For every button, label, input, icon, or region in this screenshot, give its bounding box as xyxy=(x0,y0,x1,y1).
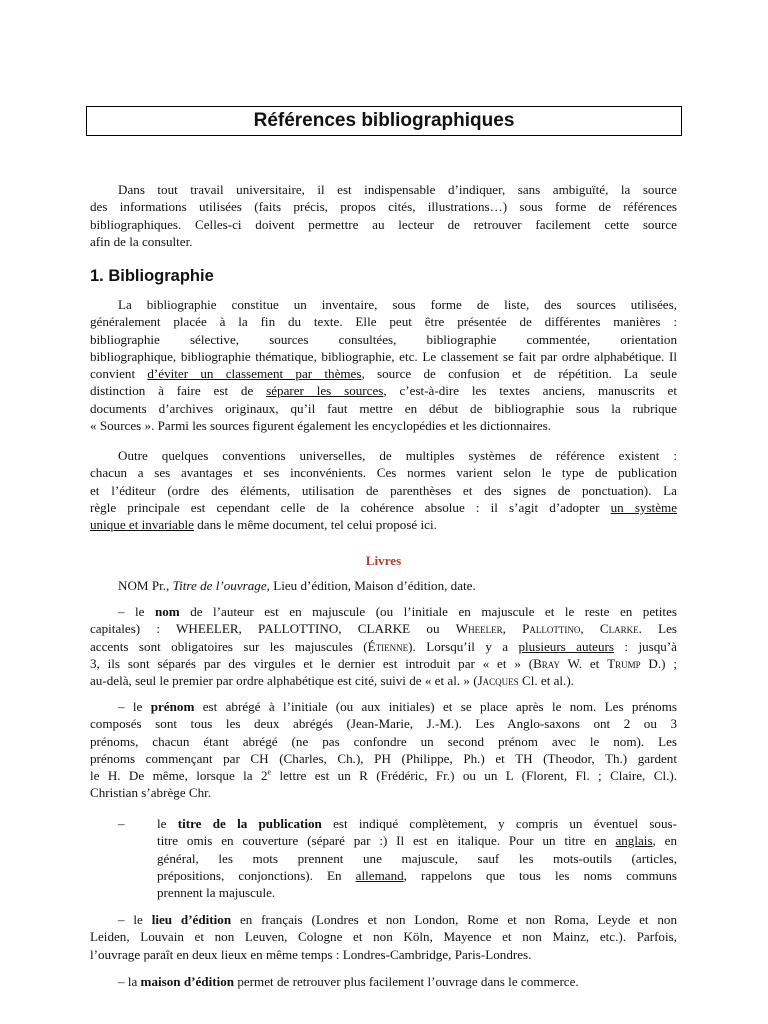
smallcaps-name: Clarke xyxy=(599,621,639,637)
text-fragment: lettre est un R (Frédéric, Fr.) ou un L (Florent, Fl. ; Claire, Cl.). xyxy=(271,768,677,784)
text-fragment: permet de retrouver plus facilement l’ouvrage dans le commerce. xyxy=(234,974,579,989)
text-line xyxy=(90,638,677,655)
intro-line: afin de la consulter. xyxy=(90,233,193,249)
text-line: documents d’archives originaux, qu’il faut mettre en début de bibliographie sous la rubrique xyxy=(90,400,677,416)
text-fragment: le H. De même, lorsque la 2 xyxy=(90,768,268,784)
text-fragment: D.) ; xyxy=(640,655,677,671)
underlined-phrase: anglais xyxy=(615,833,653,849)
text-line xyxy=(90,603,677,620)
text-line: bibliographique, bibliographie thématique, bibliographie, etc. Le classement se fait par ordre alphabétique. Il xyxy=(90,348,677,364)
italic-phrase: Titre de l’ouvrage xyxy=(172,578,267,593)
text-line xyxy=(90,382,677,399)
text-line: Outre quelques conventions universelles, de multiples systèmes de référence existent : xyxy=(118,448,677,463)
text-line: l’ouvrage paraît en deux lieux en même temps : Londres-Cambridge, Paris-Londres. xyxy=(90,946,532,962)
underlined-phrase: unique et invariable xyxy=(90,517,194,533)
smallcaps-name: Bray xyxy=(533,655,560,671)
text-fragment: capitales) : WHEELER, PALLOTTINO, CLARKE ou xyxy=(90,621,456,637)
text-line xyxy=(90,516,677,533)
text-line: et l’éditeur (ordre des éléments, utilisation de parenthèses et des signes de ponctuation). La xyxy=(90,482,677,498)
intro-line: bibliographiques. Celles-ci doivent permettre au lecteur de retrouver facilement cette source xyxy=(90,216,677,232)
text-fragment: de l’auteur est en majuscule (ou l’initiale en majuscule et le reste en petites xyxy=(179,604,677,619)
underlined-phrase: d’éviter un classement par thèmes xyxy=(147,366,362,382)
nom-paragraph xyxy=(90,603,677,689)
text-fragment: au-delà, seul le premier par ordre alphabétique est cité, suivi de « et al. » ( xyxy=(90,673,478,689)
page-title: Références bibliographiques xyxy=(86,106,682,136)
smallcaps-name: Pallottino xyxy=(522,621,581,637)
text-line xyxy=(90,973,677,990)
prenom-paragraph xyxy=(90,698,677,802)
text-fragment: titre omis en couverture (séparé par :) Il est en italique. Pour un titre en xyxy=(157,833,616,849)
bold-term: maison d’édition xyxy=(140,974,235,989)
text-fragment: convient xyxy=(90,366,148,382)
text-line xyxy=(90,672,677,689)
text-fragment: , Lieu d’édition, Maison d’édition, date. xyxy=(266,578,476,593)
text-fragment: – le xyxy=(118,699,151,714)
text-line: prénoms commençant par CH (Charles, Ch.), PH (Philippe, Ph.) et TH (Theodor, Th.) gardent xyxy=(90,750,677,766)
smallcaps-name: Wheeler xyxy=(455,621,503,637)
text-line: bibliographie sélective, sources consultées, bibliographie commentée, orientation xyxy=(90,331,677,347)
text-line xyxy=(90,698,677,715)
livres-heading: Livres xyxy=(365,553,402,568)
text-fragment: distinction à faire est de xyxy=(90,383,267,399)
text-fragment: – le xyxy=(118,604,155,619)
intro-paragraph xyxy=(90,181,677,250)
titre-paragraph xyxy=(157,815,677,901)
text-fragment: – la xyxy=(118,974,141,989)
intro-line: Dans tout travail universitaire, il est indispensable d’indiquer, sans ambiguïté, la source xyxy=(118,182,677,197)
text-line: chacun a ses avantages et ses inconvénients. Ces normes varient selon le type de publication xyxy=(90,465,677,481)
underlined-phrase: un système xyxy=(610,499,678,515)
text-fragment: , xyxy=(580,621,600,637)
underlined-phrase: séparer les sources xyxy=(266,383,384,399)
text-fragment: est abrégé à l’initiale (ou aux initiales) et se place après le nom. Les prénoms xyxy=(194,699,677,714)
text-fragment: , xyxy=(502,621,523,637)
text-line xyxy=(90,620,677,637)
text-fragment: , c’est-à-dire les textes anciens, manuscrits et xyxy=(383,383,677,399)
bold-term: lieu d’édition xyxy=(151,912,232,927)
text-line xyxy=(90,911,677,928)
text-fragment: règle principale est cependant celle de la cohérence absolue : il s’agit d’adopter xyxy=(90,499,611,515)
text-line: prénoms, chacun étant abrégé (ne pas confondre un second prénom avec le nom). Les xyxy=(90,733,677,749)
text-fragment: . Les xyxy=(638,621,677,637)
text-line xyxy=(90,767,677,784)
text-fragment: le xyxy=(157,816,178,831)
text-fragment: Cl. et al.). xyxy=(518,673,574,689)
bibliographie-paragraph xyxy=(90,296,677,434)
lieu-paragraph xyxy=(90,911,677,963)
text-line xyxy=(90,499,677,516)
text-line: Leiden, Louvain et non Leuven, Cologne et non Köln, Mayence et non Mainz, etc.). Parfois, xyxy=(90,929,677,945)
list-dash: – xyxy=(118,816,125,831)
smallcaps-name: Trump xyxy=(607,655,641,671)
text-line xyxy=(90,577,677,594)
maison-paragraph xyxy=(90,973,677,990)
text-line: général, les mots prennent une majuscule, sauf les mots-outils (articles, xyxy=(157,850,677,866)
text-fragment: W. et xyxy=(559,655,608,671)
section-heading-bibliographie: 1. Bibliographie xyxy=(90,267,214,285)
intro-line: des informations utilisées (faits précis, propos cités, illustrations…) sous forme de références xyxy=(90,199,677,215)
text-line: Christian s’abrège Chr. xyxy=(90,785,212,801)
bold-term: titre de la publication xyxy=(177,816,322,831)
underlined-phrase: plusieurs auteurs xyxy=(518,638,614,654)
smallcaps-name: Jacques xyxy=(477,673,519,689)
text-fragment: en français (Londres et non London, Rome et non Roma, Leyde et non xyxy=(231,912,677,927)
bold-term: prénom xyxy=(150,699,195,714)
text-fragment: prépositions, conjonctions). En xyxy=(157,867,356,883)
text-fragment: dans le même document, tel celui proposé ici. xyxy=(193,517,437,533)
text-line xyxy=(157,815,677,832)
text-fragment: , source de confusion et de répétition. La seule xyxy=(361,366,678,382)
text-fragment: , en xyxy=(652,833,678,849)
conventions-paragraph xyxy=(90,447,677,533)
text-line: composés sont tous les deux abrégés (Jean-Marie, J.-M.). Les Anglo-saxons ont 2 ou 3 xyxy=(90,716,677,732)
text-line: La bibliographie constitue un inventaire, sous forme de liste, des sources utilisées, xyxy=(118,297,677,312)
format-line xyxy=(90,577,677,594)
text-fragment: : jusqu’à xyxy=(614,638,677,654)
smallcaps-name: Étienne xyxy=(367,638,409,654)
text-fragment: 3, ils sont séparés par des virgules et le dernier est introduit par « et » ( xyxy=(90,655,534,671)
superscript: e xyxy=(267,767,272,777)
text-fragment: NOM Pr., xyxy=(118,578,173,593)
text-fragment: ). Lorsqu’il y a xyxy=(408,638,519,654)
text-line: « Sources ». Parmi les sources figurent également les encyclopédies et les dictionnaires. xyxy=(90,418,552,434)
text-line xyxy=(157,867,677,884)
text-line xyxy=(157,832,677,849)
text-line: généralement placée à la fin du texte. Elle peut être présentée de différentes manières : xyxy=(90,314,677,330)
text-line xyxy=(90,655,677,672)
text-fragment: est indiqué complètement, y compris un éventuel sous- xyxy=(321,816,677,831)
text-fragment: accents sont obligatoires sur les majuscules ( xyxy=(90,638,368,654)
text-fragment: – le xyxy=(118,912,152,927)
text-fragment: , rappelons que tous les noms communs xyxy=(403,867,677,883)
text-line xyxy=(90,365,677,382)
text-line: prennent la majuscule. xyxy=(157,885,276,901)
bold-term: nom xyxy=(154,604,180,619)
underlined-phrase: allemand xyxy=(355,867,404,883)
